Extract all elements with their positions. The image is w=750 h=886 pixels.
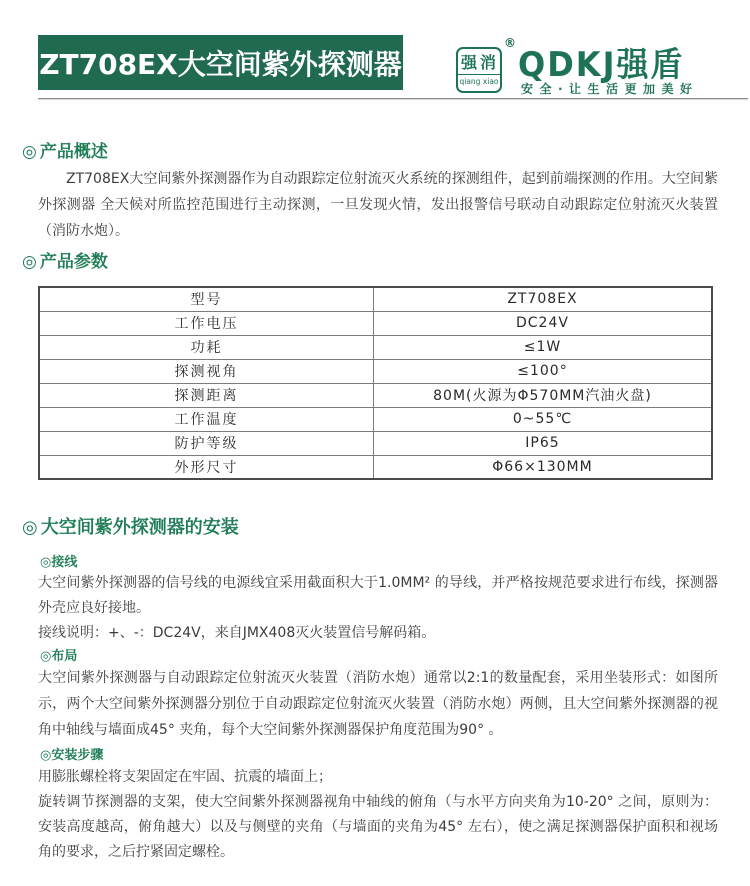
wiring-text-1: 大空间紫外探测器的信号线的电源线宜采用截面积大于1.0MM² 的导线，并严格按规范要求进行布线，探测器外壳应良好接地。 <box>38 575 718 616</box>
subsection-bullet-icon: ◎ <box>40 649 52 664</box>
wiring-text-2: 接线说明：+、-：DC24V，来自JMX408灭火装置信号解码箱。 <box>38 625 436 641</box>
table-row <box>39 311 712 335</box>
param-label: 外形尺寸 <box>39 455 373 479</box>
subsection-bullet-icon: ◎ <box>40 748 52 763</box>
param-value: 80M(火源为Φ570MM汽油火盘) <box>373 383 712 407</box>
param-label: 工作温度 <box>39 407 373 431</box>
header-divider-line <box>38 98 748 100</box>
qiangxiao-seal-logo <box>456 47 502 93</box>
subsection-title-wiring <box>40 551 77 570</box>
overview-text: ZT708EX大空间紫外探测器作为自动跟踪定位射流灭火系统的探测组件，起到前端探测的作用。大空间紫外探测器 全天候对所监控范围进行主动探测，一旦发现火情，发出报警信号联动自动跟踪定位射流灭火装置（消防水炮）。 <box>38 171 718 239</box>
param-value: ≤100° <box>373 359 712 383</box>
table-row <box>39 431 712 455</box>
section-title-installation <box>22 513 239 539</box>
param-value: ≤1W <box>373 335 712 359</box>
section-bullet-icon: ◎ <box>22 252 37 272</box>
table-row <box>39 407 712 431</box>
param-label: 防护等级 <box>39 431 373 455</box>
wiring-paragraphs <box>38 571 718 646</box>
section-title-text: 产品参数 <box>39 252 108 272</box>
subsection-title-text: 布局 <box>51 649 78 664</box>
seal-logo-pinyin: qiang xiao <box>459 76 499 86</box>
brand-tagline: 安全·让生活更加美好 <box>521 82 699 96</box>
section-title-overview <box>22 137 108 162</box>
table-row <box>39 359 712 383</box>
subsection-title-layout <box>40 645 77 664</box>
product-title: ZT708EX大空间紫外探测器 <box>39 47 402 81</box>
section-title-text: 大空间紫外探测器的安装 <box>40 517 239 538</box>
layout-text: 大空间紫外探测器与自动跟踪定位射流灭火装置（消防水炮）通常以2:1的数量配套，采用坐装形式：如图所示，两个大空间紫外探测器分别位于自动跟踪定位射流灭火装置（消防水炮）两侧，且大空间紫外探测器的视角中轴线与墙面成45° 夹角，每个大空间紫外探测器保护角度范围为90° 。 <box>38 670 718 738</box>
overview-paragraph <box>38 166 718 244</box>
steps-text-2: 旋转调节探测器的支架，使大空间紫外探测器视角中轴线的俯角（与水平方向夹角为10-20° 之间，原则为：安装高度越高，俯角越大）以及与侧壁的夹角（与墙面的夹角为45° 左右），使之满足探测器保护面积和视场角的要求，之后拧紧固定螺栓。 <box>38 794 718 860</box>
steps-text-1: 用膨胀螺栓将支架固定在牢固、抗震的墙面上； <box>38 769 332 785</box>
param-value: IP65 <box>373 431 712 455</box>
section-bullet-icon: ◎ <box>22 517 38 538</box>
section-title-parameters <box>22 247 108 272</box>
table-row <box>39 383 712 407</box>
param-value: DC24V <box>373 311 712 335</box>
param-value: ZT708EX <box>373 287 712 311</box>
parameters-table-body <box>39 287 712 479</box>
steps-paragraphs <box>38 765 718 865</box>
section-bullet-icon: ◎ <box>22 142 37 162</box>
registered-trademark-icon: ® <box>504 36 516 50</box>
seal-logo-text: 强消 <box>458 54 500 74</box>
product-title-banner <box>38 35 403 90</box>
param-label: 探测视角 <box>39 359 373 383</box>
table-row <box>39 335 712 359</box>
subsection-title-text: 安装步骤 <box>51 748 104 763</box>
param-value: 0~55℃ <box>373 407 712 431</box>
param-label: 功耗 <box>39 335 373 359</box>
table-row <box>39 287 712 311</box>
table-row <box>39 455 712 479</box>
section-title-text: 产品概述 <box>39 142 108 162</box>
layout-paragraphs <box>38 665 718 743</box>
param-label: 探测距离 <box>39 383 373 407</box>
subsection-bullet-icon: ◎ <box>40 555 52 570</box>
param-value: Φ66×130MM <box>373 455 712 479</box>
subsection-title-steps <box>40 744 103 763</box>
product-parameters-table <box>38 286 713 480</box>
subsection-title-text: 接线 <box>51 555 78 570</box>
brand-logo-text: QDKJ强盾 <box>518 44 685 85</box>
param-label: 工作电压 <box>39 311 373 335</box>
param-label: 型号 <box>39 287 373 311</box>
